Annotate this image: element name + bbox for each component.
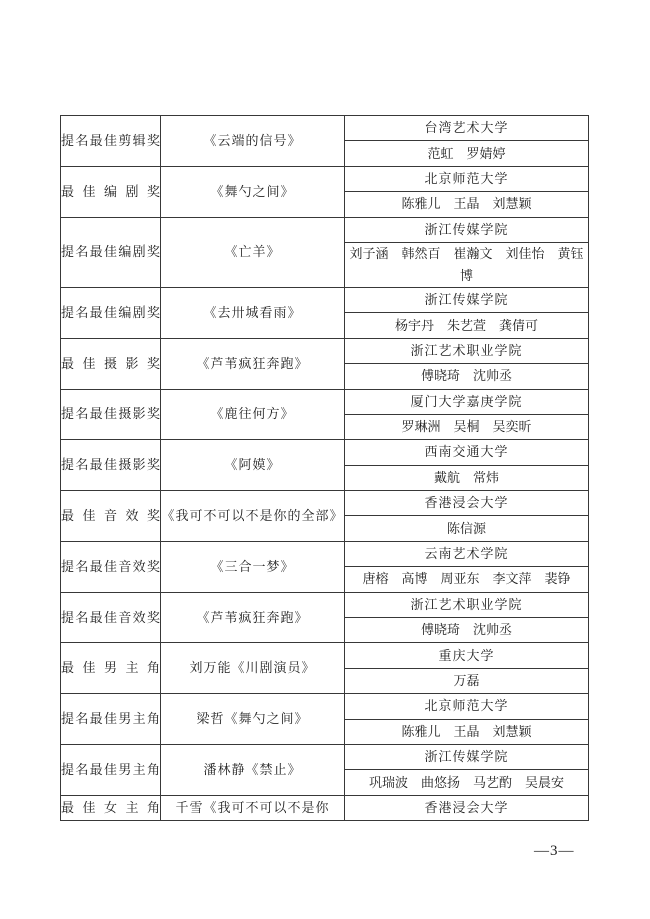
table-row (61, 440, 589, 465)
table-row (61, 541, 589, 566)
names-cell: 巩瑞波 曲悠扬 马艺酌 吴晨安 (345, 770, 589, 795)
table-row (61, 338, 589, 363)
film-title-cell: 《舞勺之间》 (161, 166, 345, 217)
award-cell: 提名最佳音效奖 (61, 541, 161, 592)
names-cell: 戴航 常炜 (345, 465, 589, 490)
award-cell: 最佳女主角 (61, 795, 161, 820)
award-cell: 提名最佳男主角 (61, 694, 161, 745)
names-cell: 罗琳洲 吴桐 吴奕昕 (345, 414, 589, 439)
film-title-cell: 刘万能《川剧演员》 (161, 643, 345, 694)
names-cell: 刘子涵 韩然百 崔瀚文 刘佳怡 黄钰博 (345, 242, 589, 287)
film-title-cell: 《芦苇疯狂奔跑》 (161, 592, 345, 643)
table-row (61, 592, 589, 617)
school-cell: 浙江艺术职业学院 (345, 592, 589, 617)
names-cell: 范虹 罗婧婷 (345, 141, 589, 166)
award-cell: 提名最佳男主角 (61, 744, 161, 795)
award-cell: 提名最佳编剧奖 (61, 287, 161, 338)
film-title-cell: 《三合一梦》 (161, 541, 345, 592)
film-title-cell: 《云端的信号》 (161, 116, 345, 167)
film-title-cell: 《鹿往何方》 (161, 389, 345, 440)
film-title-cell: 《阿嫫》 (161, 440, 345, 491)
table-row (61, 166, 589, 191)
film-title-cell: 《亡羊》 (161, 217, 345, 287)
school-cell: 北京师范大学 (345, 694, 589, 719)
school-cell: 台湾艺术大学 (345, 116, 589, 141)
table-row (61, 116, 589, 141)
names-cell: 唐榕 高博 周亚东 李文萍 裴铮 (345, 567, 589, 592)
award-cell: 提名最佳摄影奖 (61, 440, 161, 491)
award-cell: 提名最佳摄影奖 (61, 389, 161, 440)
table-row (61, 694, 589, 719)
award-cell: 提名最佳剪辑奖 (61, 116, 161, 167)
award-cell: 最佳音效奖 (61, 491, 161, 542)
school-cell: 西南交通大学 (345, 440, 589, 465)
school-cell: 香港浸会大学 (345, 795, 589, 820)
film-title-cell: 《去卅城看雨》 (161, 287, 345, 338)
school-cell: 云南艺术学院 (345, 541, 589, 566)
school-cell: 浙江传媒学院 (345, 217, 589, 242)
names-cell: 傅晓琦 沈帅丞 (345, 618, 589, 643)
film-title-cell: 《我可不可以不是你的全部》 (161, 491, 345, 542)
names-cell: 陈雅儿 王晶 刘慧颖 (345, 192, 589, 217)
table-row (61, 491, 589, 516)
film-title-cell: 千雪《我可不可以不是你 (161, 795, 345, 820)
school-cell: 浙江传媒学院 (345, 744, 589, 769)
names-cell: 万磊 (345, 668, 589, 693)
table-row (61, 287, 589, 312)
film-title-cell: 潘林静《禁止》 (161, 744, 345, 795)
names-cell: 杨宇丹 朱艺萱 龚倩可 (345, 313, 589, 338)
table-row (61, 744, 589, 769)
award-cell: 提名最佳音效奖 (61, 592, 161, 643)
award-cell: 最佳编剧奖 (61, 166, 161, 217)
school-cell: 香港浸会大学 (345, 491, 589, 516)
names-cell: 傅晓琦 沈帅丞 (345, 364, 589, 389)
table-row (61, 389, 589, 414)
school-cell: 浙江艺术职业学院 (345, 338, 589, 363)
award-cell: 最佳摄影奖 (61, 338, 161, 389)
school-cell: 厦门大学嘉庚学院 (345, 389, 589, 414)
film-title-cell: 梁哲《舞勺之间》 (161, 694, 345, 745)
table-row (61, 217, 589, 242)
names-cell: 陈雅儿 王晶 刘慧颖 (345, 719, 589, 744)
table-row (61, 643, 589, 668)
school-cell: 浙江传媒学院 (345, 287, 589, 312)
school-cell: 重庆大学 (345, 643, 589, 668)
names-cell: 陈信源 (345, 516, 589, 541)
award-cell: 最佳男主角 (61, 643, 161, 694)
awards-table (60, 115, 589, 821)
school-cell: 北京师范大学 (345, 166, 589, 191)
table-row (61, 795, 589, 820)
page-number: —3— (534, 843, 575, 859)
award-cell: 提名最佳编剧奖 (61, 217, 161, 287)
film-title-cell: 《芦苇疯狂奔跑》 (161, 338, 345, 389)
